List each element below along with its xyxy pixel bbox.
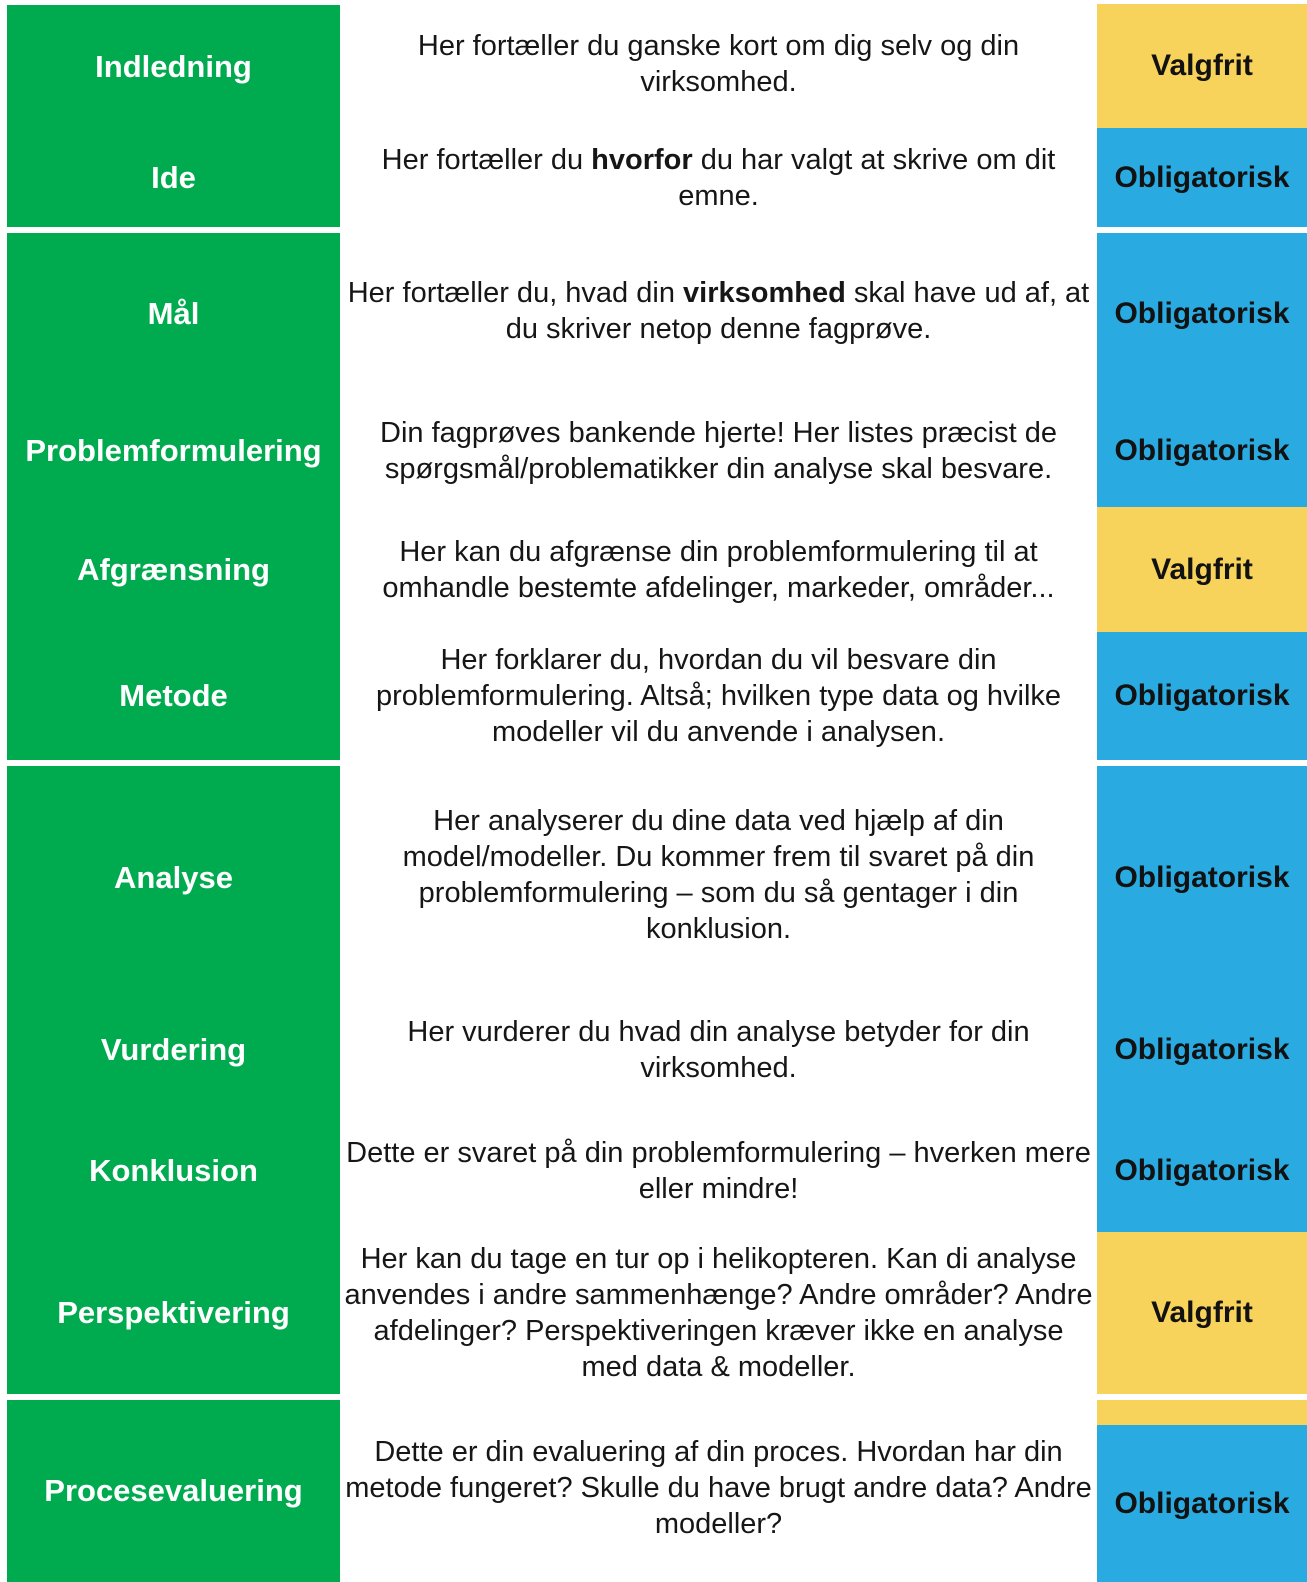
description-text: Her vurderer du hvad din analyse betyder for din virksomhed. — [407, 1016, 1030, 1084]
description-cell-mal — [340, 227, 1097, 395]
description-cell-analyse — [340, 760, 1097, 990]
description-cell-problemformulering — [340, 395, 1097, 507]
section-cell-konklusion — [7, 1110, 340, 1232]
status-cell-mal — [1097, 227, 1307, 395]
section-cell-ide — [7, 128, 340, 227]
description-cell-procesevaluering — [340, 1394, 1097, 1582]
status-cell-konklusion — [1097, 1110, 1307, 1232]
description-text: Dette er svaret på din problemformulering – hverken mere eller mindre! — [346, 1137, 1091, 1205]
status-cell-analyse — [1097, 760, 1307, 990]
status-cell-problemformulering — [1097, 395, 1307, 507]
status-cell-procesevaluering — [1097, 1394, 1307, 1582]
description-text: Her kan du afgrænse din problemformulering til at omhandle bestemte afdelinger, markeder, områder... — [382, 535, 1055, 604]
section-label: Mål — [147, 296, 200, 331]
description-cell-afgraensning — [340, 507, 1097, 632]
status-badge: Obligatorisk — [1114, 679, 1290, 712]
status-cell-perspektivering — [1097, 1232, 1307, 1394]
description-text: Din fagprøves bankende hjerte! Her listes præcist de spørgsmål/problematikker din analyse skal besvare. — [380, 417, 1057, 485]
description-text: Her fortæller du, hvad din virksomhed skal have ud af, at du skriver netop denne fagprøve. — [347, 277, 1090, 345]
status-badge: Obligatorisk — [1114, 1033, 1290, 1066]
section-label: Vurdering — [100, 1032, 247, 1067]
status-badge: Obligatorisk — [1114, 160, 1290, 194]
description-cell-metode — [340, 632, 1097, 760]
description-cell-konklusion — [340, 1110, 1097, 1232]
section-cell-afgraensning — [7, 507, 340, 632]
status-cell-afgraensning — [1097, 507, 1307, 632]
section-label: Afgrænsning — [77, 551, 270, 587]
status-cell-indledning — [1097, 0, 1307, 128]
status-badge: Valgfrit — [1151, 1296, 1253, 1329]
status-cell-vurdering — [1097, 990, 1307, 1110]
section-label: Procesevaluering — [44, 1473, 303, 1508]
section-cell-mal — [7, 227, 340, 395]
status-badge: Obligatorisk — [1114, 434, 1290, 467]
description-text: Dette er din evaluering af din proces. Hvordan har din metode fungeret? Skulle du have brugt andre data? Andre modeller? — [345, 1436, 1092, 1540]
description-text: Her fortæller du hvorfor du har valgt at skrive om dit emne. — [381, 143, 1056, 212]
status-badge: Obligatorisk — [1114, 861, 1290, 894]
section-cell-perspektivering — [7, 1232, 340, 1394]
section-cell-problemformulering — [7, 395, 340, 507]
description-text: Her analyserer du dine data ved hjælp af din model/modeller. Du kommer frem til svaret på din problemformulering – som du så gentager i din konklusion. — [402, 805, 1035, 945]
section-cell-vurdering — [7, 990, 340, 1110]
status-badge: Obligatorisk — [1114, 297, 1290, 330]
section-label: Indledning — [95, 48, 252, 84]
section-cell-procesevaluering — [7, 1394, 340, 1582]
description-cell-perspektivering — [340, 1232, 1097, 1394]
status-cell-metode — [1097, 632, 1307, 760]
section-label: Perspektivering — [57, 1295, 290, 1330]
section-cell-metode — [7, 632, 340, 760]
status-badge: Valgfrit — [1151, 49, 1253, 82]
section-label: Analyse — [114, 860, 233, 895]
description-text: Her forklarer du, hvordan du vil besvare din problemformulering. Altså; hvilken type data og hvilke modeller vil du anvende i analysen. — [375, 644, 1062, 748]
description-cell-ide — [340, 128, 1097, 227]
section-cell-analyse — [7, 760, 340, 990]
status-badge: Valgfrit — [1151, 552, 1253, 586]
status-badge: Obligatorisk — [1114, 1154, 1290, 1187]
section-label: Problemformulering — [25, 433, 322, 468]
section-label: Konklusion — [89, 1153, 258, 1188]
description-cell-vurdering — [340, 990, 1097, 1110]
description-cell-indledning — [340, 0, 1097, 128]
section-label: Metode — [119, 678, 228, 713]
status-cell-ide — [1097, 128, 1307, 227]
section-label: Ide — [151, 159, 196, 195]
description-text: Her kan du tage en tur op i helikopteren. Kan di analyse anvendes i andre sammenhænge? Andre områder? Andre afdelinger? Perspektiveringen kræver ikke en analyse med data & modeller. — [344, 1243, 1093, 1383]
section-cell-indledning — [7, 0, 340, 128]
description-text: Her fortæller du ganske kort om dig selv og din virksomhed. — [417, 30, 1020, 98]
status-badge: Obligatorisk — [1114, 1486, 1290, 1520]
